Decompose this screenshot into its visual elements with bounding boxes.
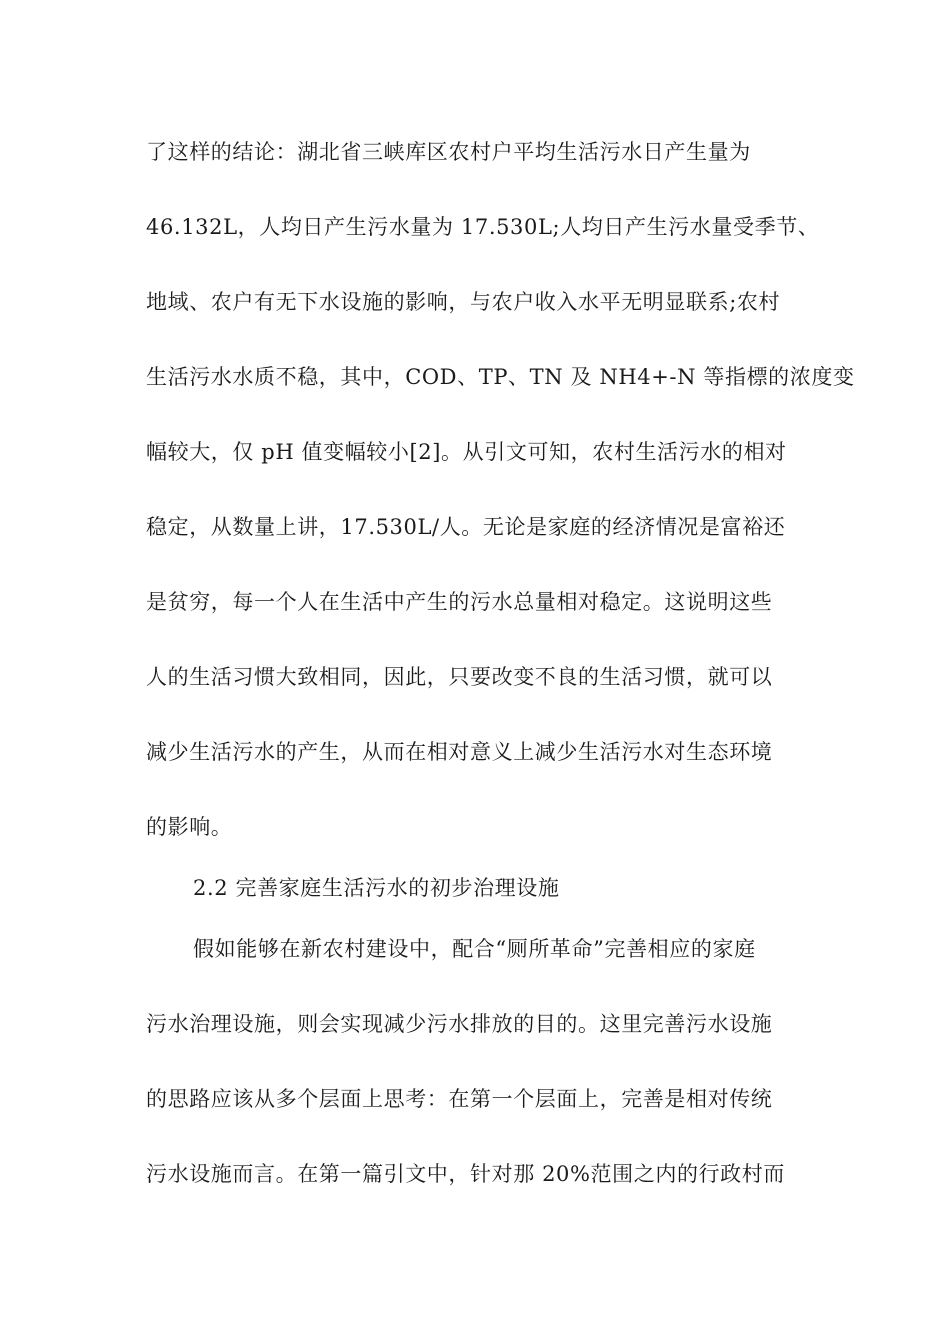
paragraph-line: 地域、农户有无下水设施的影响，与农户收入水平无明显联系;农村: [146, 290, 781, 314]
paragraph-line: 的影响。: [146, 815, 233, 839]
paragraph-line: 污水治理设施，则会实现减少污水排放的目的。这里完善污水设施: [146, 1012, 773, 1036]
paragraph-line: 的思路应该从多个层面上思考：在第一个层面上，完善是相对传统: [146, 1087, 773, 1111]
paragraph-line: 幅较大，仅 pH 值变幅较小[2]。从引文可知，农村生活污水的相对: [146, 440, 787, 464]
paragraph-line: 了这样的结论：湖北省三峡库区农村户平均生活污水日产生量为: [146, 140, 751, 164]
section-heading: 2.2 完善家庭生活污水的初步治理设施: [193, 876, 560, 900]
paragraph-line: 减少生活污水的产生，从而在相对意义上减少生活污水对生态环境: [146, 740, 773, 764]
paragraph-line: 假如能够在新农村建设中，配合“厕所革命”完善相应的家庭: [193, 937, 756, 961]
paragraph-line: 污水设施而言。在第一篇引文中，针对那 20%范围之内的行政村而: [146, 1162, 785, 1186]
paragraph-line: 是贫穷，每一个人在生活中产生的污水总量相对稳定。这说明这些: [146, 590, 773, 614]
paragraph-line: 人的生活习惯大致相同，因此，只要改变不良的生活习惯，就可以: [146, 665, 773, 689]
paragraph-line: 46.132L，人均日产生污水量为 17.530L;人均日产生污水量受季节、: [146, 215, 820, 239]
paragraph-line: 生活污水水质不稳，其中，COD、TP、TN 及 NH4+-N 等指標的浓度变: [146, 365, 855, 389]
paragraph-line: 稳定，从数量上讲，17.530L/人。无论是家庭的经济情况是富裕还: [146, 515, 786, 539]
